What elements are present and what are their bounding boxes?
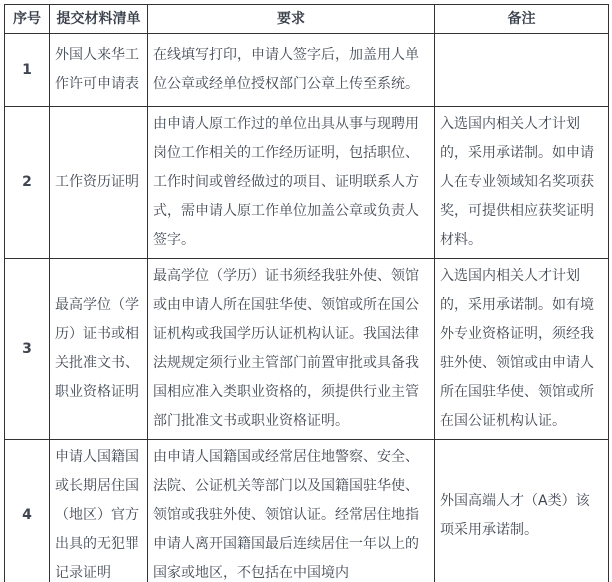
row-1-requirement: 在线填写打印，申请人签字后，加盖用人单位公章或经单位授权部门公章上传至系统。 — [148, 34, 435, 107]
header-remark: 备注 — [435, 5, 609, 34]
materials-requirements-table — [4, 4, 609, 582]
row-3-seq-no: 3 — [5, 259, 50, 440]
table-header-row — [5, 5, 609, 34]
row-3-material: 最高学位（学历）证书或相关批准文书、职业资格证明 — [50, 259, 148, 440]
row-4-remark: 外国高端人才（A类）该项采用承诺制。 — [435, 440, 609, 582]
row-1-material: 外国人来华工作许可申请表 — [50, 34, 148, 107]
row-2-requirement: 由申请人原工作过的单位出具从事与现聘用岗位工作相关的工作经历证明，包括职位、工作时间或曾经做过的项目、证明联系人方式，需申请人原工作单位加盖公章或负责人签字。 — [148, 107, 435, 259]
header-seq-no: 序号 — [5, 5, 50, 34]
table-row — [5, 107, 609, 259]
row-1-remark — [435, 34, 609, 107]
row-2-remark: 入选国内相关人才计划的，采用承诺制。如申请人在专业领域知名奖项获奖，可提供相应获奖证明材料。 — [435, 107, 609, 259]
row-1-seq-no: 1 — [5, 34, 50, 107]
row-2-material: 工作资历证明 — [50, 107, 148, 259]
header-material-list: 提交材料清单 — [50, 5, 148, 34]
row-4-seq-no: 4 — [5, 440, 50, 582]
table-row — [5, 34, 609, 107]
header-requirement: 要求 — [148, 5, 435, 34]
table-row — [5, 440, 609, 582]
row-4-requirement: 由申请人国籍国或经常居住地警察、安全、法院、公证机关等部门以及国籍国驻华使、领馆或我驻外使、领馆认证。经常居住地指申请人离开国籍国最后连续居住一年以上的国家或地区，不包括在中国境内 — [148, 440, 435, 582]
row-2-seq-no: 2 — [5, 107, 50, 259]
row-4-material: 申请人国籍国或长期居住国（地区）官方出具的无犯罪记录证明 — [50, 440, 148, 582]
row-3-remark: 入选国内相关人才计划的，采用承诺制。如有境外专业资格证明，须经我驻外使、领馆或由申请人所在国驻华使、领馆或所在国公证机构认证。 — [435, 259, 609, 440]
table-row — [5, 259, 609, 440]
row-3-requirement: 最高学位（学历）证书须经我驻外使、领馆或由申请人所在国驻华使、领馆或所在国公证机构或我国学历认证机构认证。我国法律法规规定须行业主管部门前置审批或具备我国相应准入类职业资格的，须提供行业主管部门批准文书或职业资格证明。 — [148, 259, 435, 440]
